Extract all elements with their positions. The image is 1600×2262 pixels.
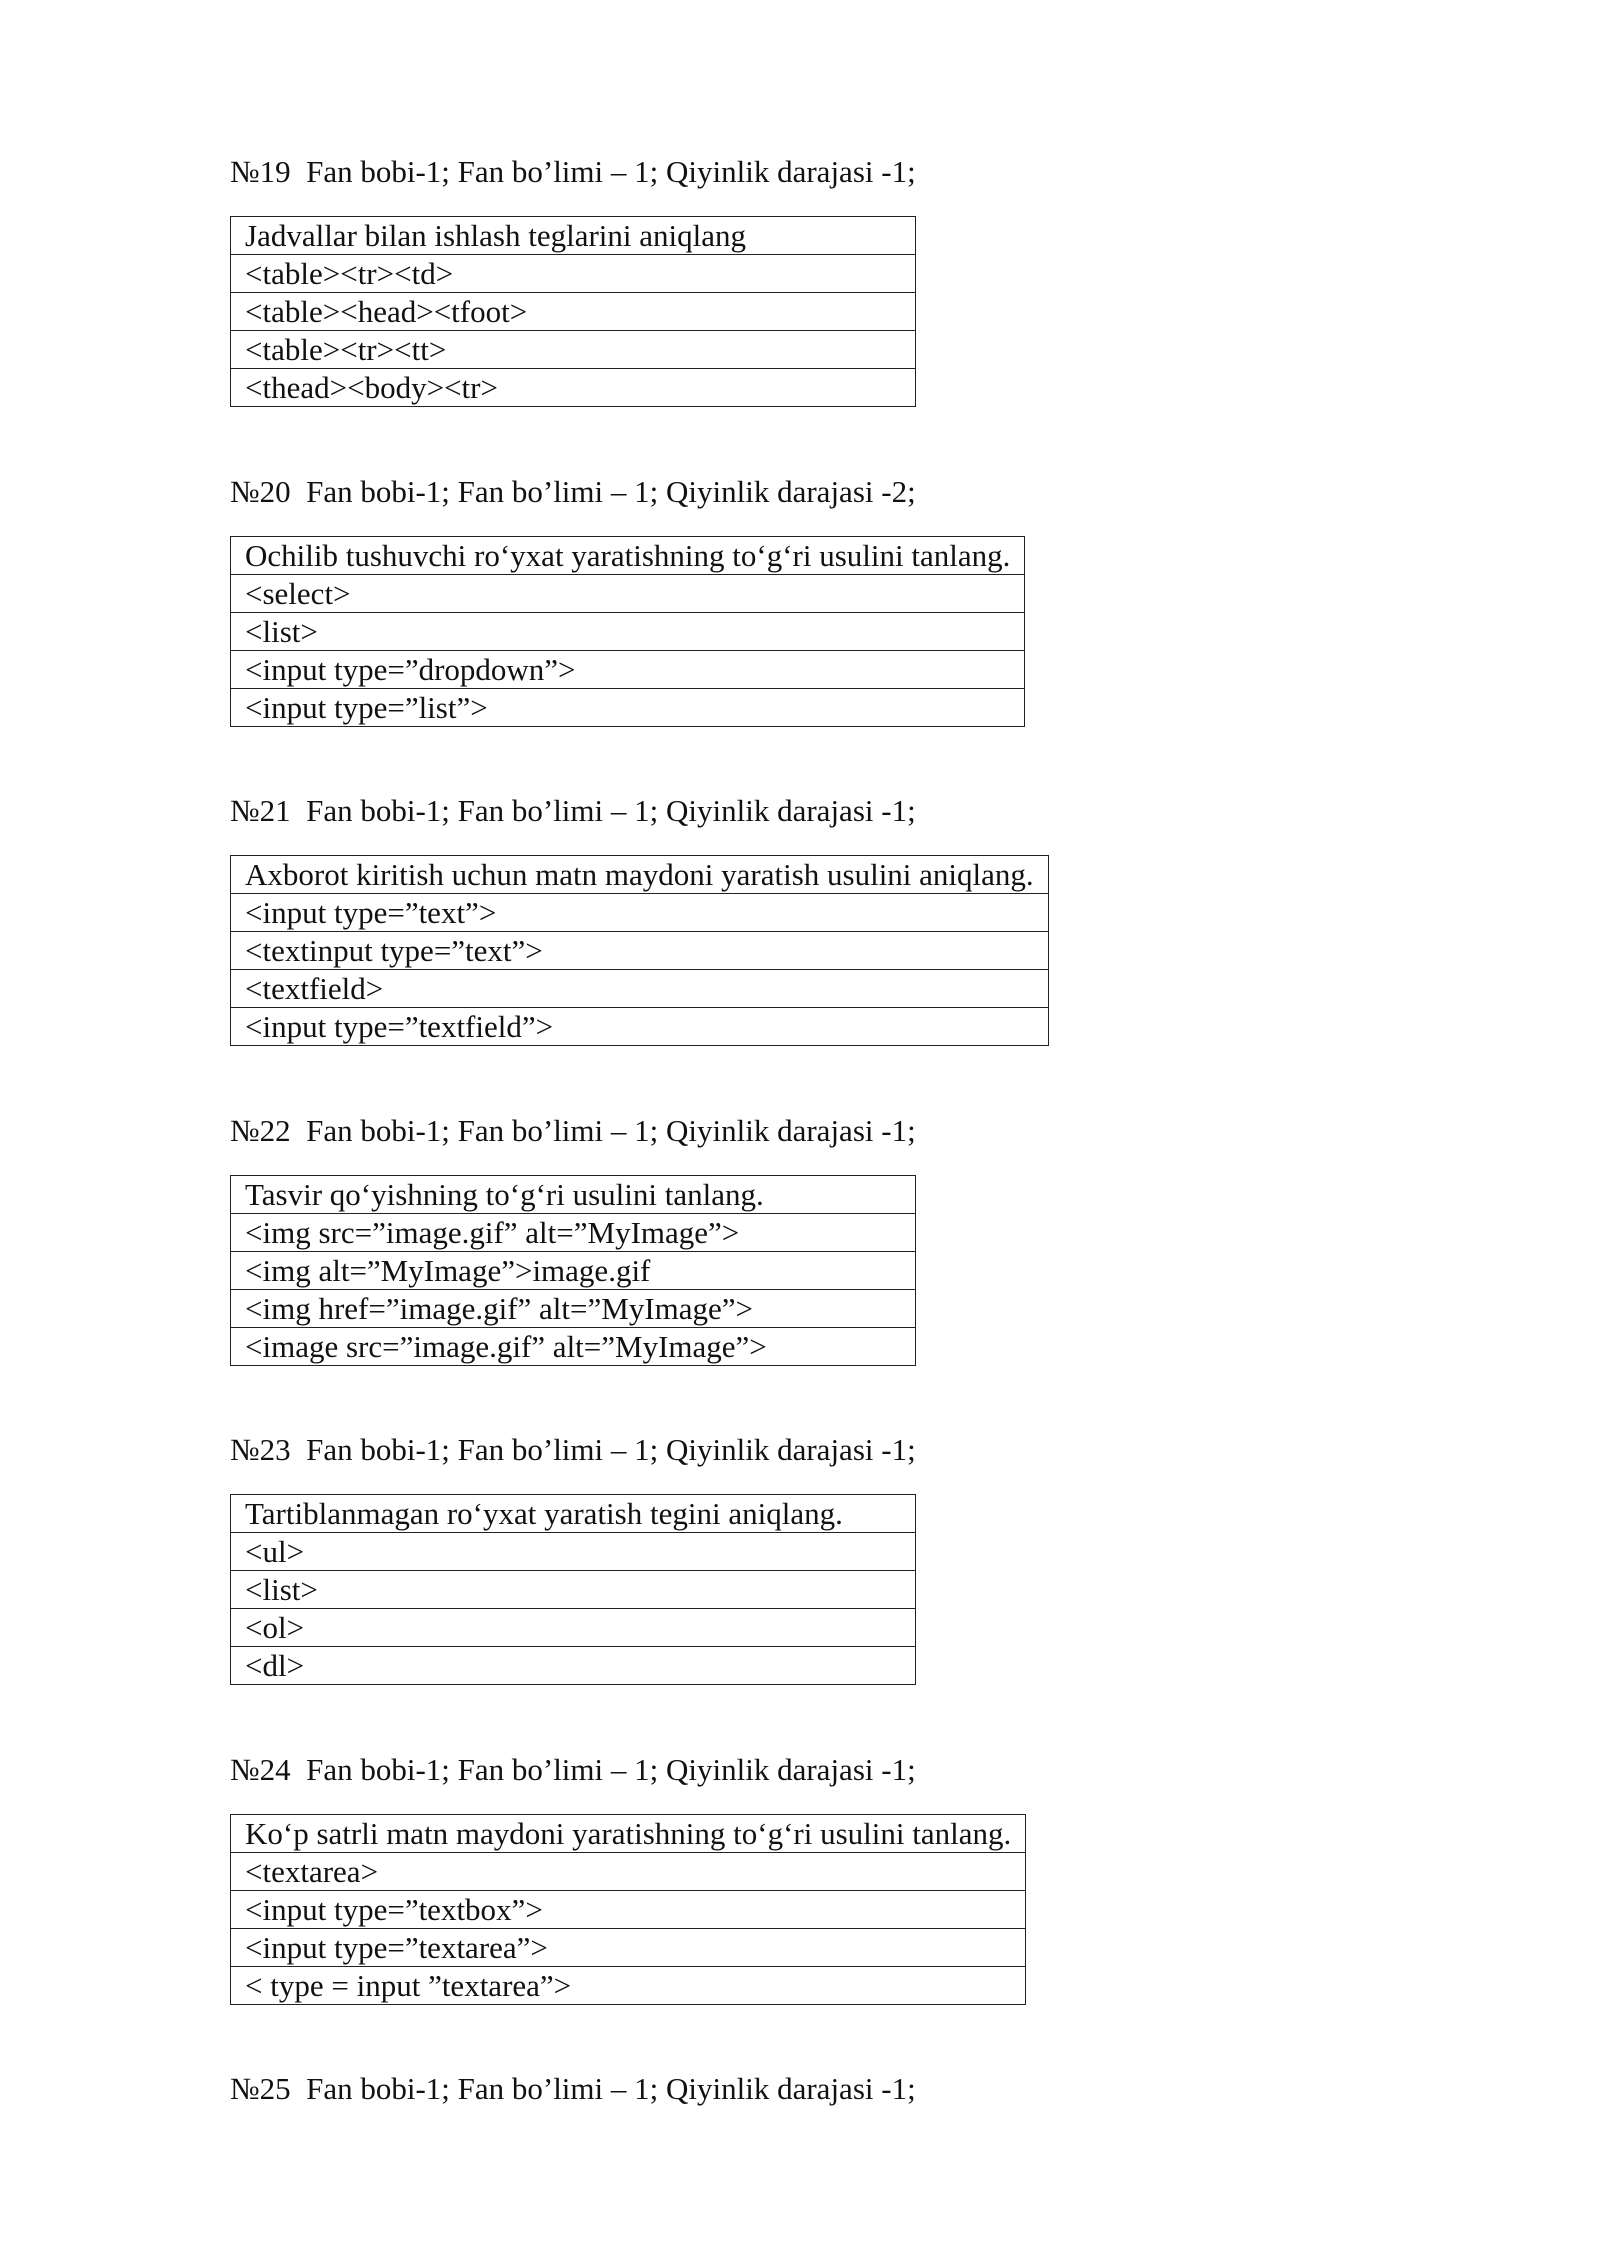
question-text: Tasvir qo‘yishning to‘g‘ri usulini tanlang. xyxy=(231,1176,916,1214)
answer-table xyxy=(230,216,916,407)
answer-option: <select> xyxy=(231,575,1025,613)
answer-table xyxy=(230,855,1049,1046)
answer-option: < type = input ”textarea”> xyxy=(231,1967,1026,2005)
answer-option: <image src=”image.gif” alt=”MyImage”> xyxy=(231,1328,916,1366)
answer-table xyxy=(230,1175,916,1366)
question-25 xyxy=(230,2069,916,2109)
answer-option: <table><tr><tt> xyxy=(231,331,916,369)
answer-option: <dl> xyxy=(231,1647,916,1685)
question-24 xyxy=(230,1750,1012,2003)
answer-option: <textfield> xyxy=(231,970,1049,1008)
answer-option: <ul> xyxy=(231,1533,916,1571)
question-text: Axborot kiritish uchun matn maydoni yaratish usulini aniqlang. xyxy=(231,856,1049,894)
question-heading: №20 Fan bobi-1; Fan bo’limi – 1; Qiyinlik darajasi -2; xyxy=(230,474,916,509)
question-heading: №23 Fan bobi-1; Fan bo’limi – 1; Qiyinlik darajasi -1; xyxy=(230,1432,916,1467)
answer-option: <input type=”textfield”> xyxy=(231,1008,1049,1046)
answer-option: <ol> xyxy=(231,1609,916,1647)
question-23 xyxy=(230,1430,916,1683)
question-heading: №22 Fan bobi-1; Fan bo’limi – 1; Qiyinlik darajasi -1; xyxy=(230,1113,916,1148)
question-text: Tartiblanmagan ro‘yxat yaratish tegini aniqlang. xyxy=(231,1495,916,1533)
answer-table xyxy=(230,1814,1026,2005)
answer-option: <list> xyxy=(231,1571,916,1609)
answer-option: <table><head><tfoot> xyxy=(231,293,916,331)
answer-option: <thead><body><tr> xyxy=(231,369,916,407)
answer-option: <input type=”text”> xyxy=(231,894,1049,932)
answer-table xyxy=(230,1494,916,1685)
question-heading: №25 Fan bobi-1; Fan bo’limi – 1; Qiyinlik darajasi -1; xyxy=(230,2071,916,2106)
question-text: Ko‘p satrli matn maydoni yaratishning to‘g‘ri usulini tanlang. xyxy=(231,1815,1026,1853)
question-22 xyxy=(230,1111,916,1364)
answer-option: <input type=”textbox”> xyxy=(231,1891,1026,1929)
question-text: Jadvallar bilan ishlash teglarini aniqlang xyxy=(231,217,916,255)
answer-option: <input type=”list”> xyxy=(231,689,1025,727)
question-21 xyxy=(230,791,1034,1044)
answer-option: <table><tr><td> xyxy=(231,255,916,293)
answer-option: <list> xyxy=(231,613,1025,651)
answer-option: <input type=”dropdown”> xyxy=(231,651,1025,689)
question-heading: №21 Fan bobi-1; Fan bo’limi – 1; Qiyinlik darajasi -1; xyxy=(230,793,916,828)
answer-option: <textarea> xyxy=(231,1853,1026,1891)
answer-option: <img alt=”MyImage”>image.gif xyxy=(231,1252,916,1290)
answer-option: <input type=”textarea”> xyxy=(231,1929,1026,1967)
question-19 xyxy=(230,152,916,405)
question-heading: №19 Fan bobi-1; Fan bo’limi – 1; Qiyinlik darajasi -1; xyxy=(230,154,916,189)
question-text: Ochilib tushuvchi ro‘yxat yaratishning to‘g‘ri usulini tanlang. xyxy=(231,537,1025,575)
question-20 xyxy=(230,472,1011,725)
question-heading: №24 Fan bobi-1; Fan bo’limi – 1; Qiyinlik darajasi -1; xyxy=(230,1752,916,1787)
answer-table xyxy=(230,536,1025,727)
answer-option: <img src=”image.gif” alt=”MyImage”> xyxy=(231,1214,916,1252)
answer-option: <textinput type=”text”> xyxy=(231,932,1049,970)
answer-option: <img href=”image.gif” alt=”MyImage”> xyxy=(231,1290,916,1328)
